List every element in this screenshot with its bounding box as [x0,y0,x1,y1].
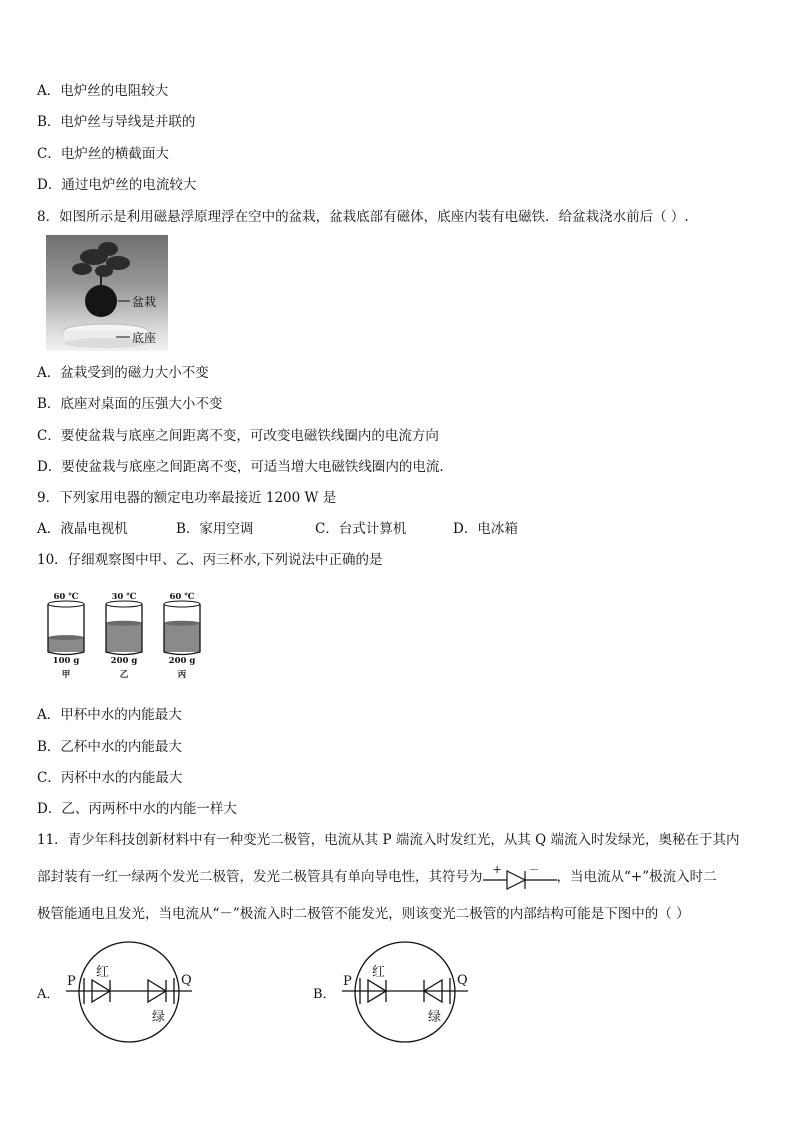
q11-line3: 极管能通电且发光，当电流从“－”极流入时二极管不能发光，则该变光二极管的内部结构可能是下图中的（ ） [37,906,690,922]
base-label: 底座 [132,331,157,345]
beaker [164,601,200,655]
beaker-3-temp: 60 ℃ [169,592,195,602]
q7-option-d: D．通过电炉丝的电流较大 [37,177,197,193]
q9-option-a: A．液晶电视机 [37,521,128,537]
option-a-label: A． [37,987,60,1002]
q10-option-d: D．乙、丙两杯中水的内能一样大 [37,801,237,817]
q8-option-c: C．要使盆栽与底座之间距离不变，可改变电磁铁线圈内的电流方向 [37,428,439,444]
circuit-a-q: Q [181,973,192,988]
beaker [106,601,142,655]
q11-line2-before: 部封装有一红一绿两个发光二极管，发光二极管具有单向导电性，其符号为 [37,869,483,885]
q11-line2 [37,862,717,887]
beaker [48,601,84,655]
beaker-1-mass: 100 g [52,656,80,666]
beaker-2-mass: 200 g [110,656,138,666]
circuit-a-p: P [67,974,76,989]
q8-stem: 8．如图所示是利用磁悬浮原理浮在空中的盆栽，盆栽底部有磁体，底座内装有电磁铁．给盆栽浇水前后（ ）. [37,209,689,225]
q8-option-b: B．底座对桌面的压强大小不变 [37,396,223,412]
maglev-plant-photo [46,235,168,351]
q10-option-b: B．乙杯中水的内能最大 [37,739,182,755]
q9-option-d: D．电冰箱 [453,521,518,537]
circuit-b-red: 红 [372,965,386,980]
beaker-1-temp: 60 ℃ [53,592,79,602]
circuit-b-green: 绿 [428,1010,442,1025]
q9-stem: 9．下列家用电器的额定电功率最接近 1200 W 是 [37,490,337,506]
q9-option-b: B．家用空调 [176,521,254,537]
q10-option-a: A．甲杯中水的内能最大 [37,707,182,723]
circuit-a-red: 红 [96,965,110,980]
circuit-b-q: Q [457,973,468,988]
pot-label: 盆栽 [132,295,157,309]
circuit-b-svg [336,940,476,1044]
q10-option-c: C．丙杯中水的内能最大 [37,770,183,786]
q8-option-d: D．要使盆栽与底座之间距离不变，可适当增大电磁铁线圈内的电流. [37,459,444,475]
beaker-water [164,623,200,652]
beaker-2-name: 乙 [119,670,129,680]
circuit-a-svg [60,940,200,1044]
circuit-diagram-b [336,940,476,1044]
diode-plus: + [492,862,502,876]
circuit-b-p: P [343,974,352,989]
circuit-diagram-a [60,940,200,1044]
beaker-3-name: 丙 [177,670,187,680]
q10-stem: 10．仔细观察图中甲、乙、丙三杯水,下列说法中正确的是 [37,552,383,568]
beaker-water [106,623,142,652]
q8-option-a: A．盆栽受到的磁力大小不变 [37,365,209,381]
beaker-2-temp: 30 ℃ [111,592,137,602]
q9-option-c: C．台式计算机 [315,521,407,537]
circuit-a-green: 绿 [152,1010,166,1025]
beaker-1-name: 甲 [61,670,71,680]
option-b-label: B． [313,987,336,1002]
q7-option-b: B．电炉丝与导线是并联的 [37,114,196,130]
beaker-3-mass: 200 g [168,656,196,666]
q7-option-c: C．电炉丝的横截面大 [37,146,169,162]
q11-line2-after: ，当电流从“+”极流入时二 [556,869,717,885]
q7-option-a: A．电炉丝的电阻较大 [37,83,169,99]
diode-symbol [483,862,557,887]
diode-minus: － [528,862,540,876]
beakers-figure [40,590,220,682]
q11-line1: 11．青少年科技创新材料中有一种变光二极管，电流从其 P 端流入时发红光，从其 Q 端流入时发绿光，奥秘在于其内 [37,832,740,848]
